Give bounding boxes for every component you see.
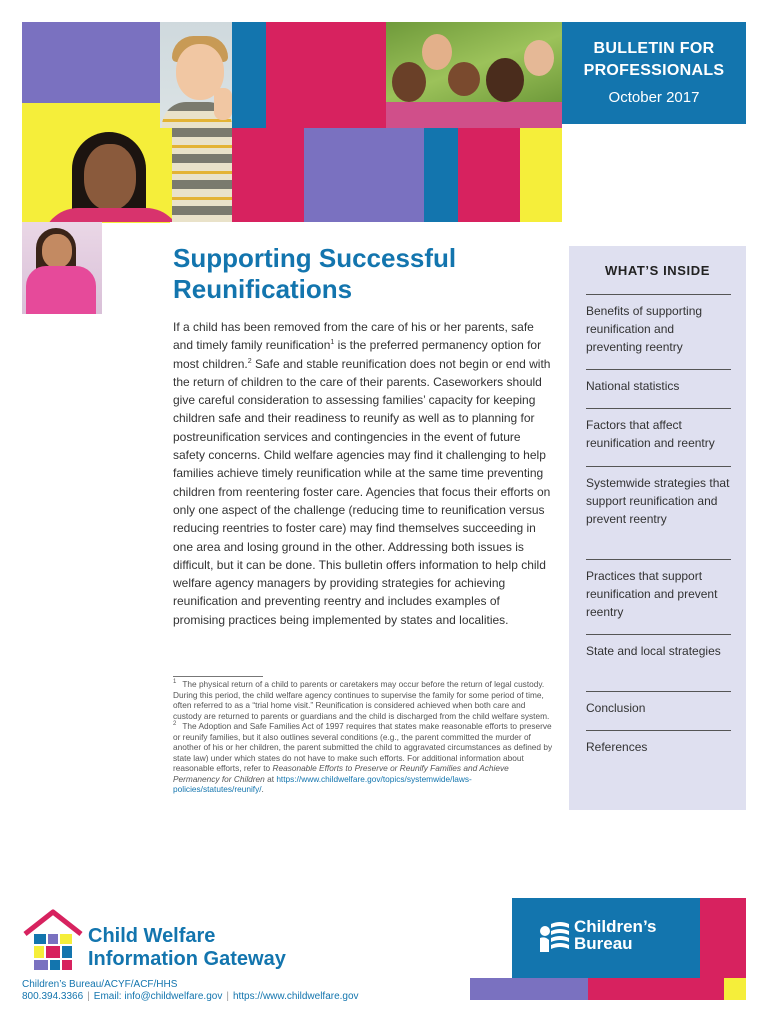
footnote-ref-2[interactable]: 2 — [247, 357, 252, 365]
reunify-statutes-link[interactable]: https://www.childwelfare.gov/topics/systemwide/laws-policies/statutes/reunify/ — [173, 773, 472, 794]
footer-magenta-bar — [588, 978, 724, 1000]
footer-purple-bar — [470, 978, 588, 1000]
bulletin-line1: BULLETIN FOR — [593, 40, 715, 57]
inside-item-practices: Practices that support reunification and prevent reentry — [586, 559, 731, 621]
inside-item-national-statistics: National statistics — [586, 369, 731, 395]
collage-purple-top — [22, 22, 170, 103]
footnote-ref-1[interactable]: 1 — [330, 339, 335, 347]
website-link[interactable]: https://www.childwelfare.gov — [232, 991, 359, 1002]
whats-inside-panel — [569, 246, 746, 810]
childrens-bureau-name: Children’s Bureau — [574, 917, 657, 953]
photo-family — [386, 22, 562, 128]
footnote-divider — [173, 676, 263, 677]
contact-line: 800.394.3366 | Email: info@childwelfare.gov | https://www.childwelfare.gov — [22, 991, 359, 1002]
inside-item-conclusion: Conclusion — [586, 691, 731, 717]
gateway-name-line2: Information Gateway — [88, 948, 286, 970]
inside-item-factors: Factors that affect reunification and reentry — [586, 408, 731, 452]
collage-blue-strip — [232, 22, 266, 128]
footer-yellow-bar — [724, 978, 746, 1000]
page-title: Supporting Successful Reunifications — [173, 243, 457, 304]
collage-purple-mid — [304, 128, 424, 222]
collage-magenta-mid — [458, 128, 520, 222]
footnote-2: $^2$ The Adoption and Safe Families Act of 1997 requires that states make reasonable efforts to preserve or reunify families, but it also outlines several conditions (e.g., the parent committed the murder of another of his or her children, the parent submitted the child to aggravated circumstances as defined by state law) under which states do not have to make such efforts. For additional information about reasonable efforts, refer to Reasonable Efforts to Preserve or Reunify Families and Achieve Permanency for Children at https://www.childwelfare.gov/topics/systemwide/laws-policies/statutes/reunify/. — [173, 721, 553, 794]
childrens-bureau-flag-icon — [536, 918, 570, 954]
phone-number: 800.394.3366 — [22, 991, 84, 1002]
inside-item-systemwide-strategies: Systemwide strategies that support reunification and prevent reentry — [586, 466, 731, 528]
bulletin-line2: PROFESSIONALS — [583, 62, 725, 79]
org-line: Children’s Bureau/ACYF/ACF/HHS — [22, 979, 178, 990]
inside-item-references: References — [586, 730, 731, 756]
collage-blue-mid — [424, 128, 458, 222]
footer-magenta-block — [700, 898, 746, 978]
bulletin-date: October 2017 — [608, 89, 700, 106]
footnote-1: $^1$ The physical return of a child to parents or caretakers may occur before the return of legal custody. During this period, the child welfare agency continues to supervise the family for some period of time, often referred to as a “trial home visit.” Reunification is considered achieved when both care and custody are returned to parents or guardians and the child is discharged from the child welfare system. — [173, 679, 550, 721]
article-body: If a child has been removed from the care of his or her parents, safe and timely family reunification$^1$ is the preferred permanency option for most children.$^2$ Safe and stable reunification does not begin or end with the return of children to the care of their parents. Caseworkers should give careful consideration to assessing families’ capacity for keeping children safe and their readiness to reunify as well as to planning for postreunification services and contingencies in the event of future safety concerns. Child welfare agencies may find it challenging to help families achieve timely reunification while at the same time preventing children from reentering foster care. Agencies that focus their efforts on only one aspect of the challenge (reducing time to reunification versus reducing reentries to foster care) may find themselves succeeding in one area and losing ground in the other. Addressing both issues is difficult, but it can be done. This bulletin offers information to help child welfare agency managers by providing strategies for achieving reunification and preventing reentry and includes examples of promising practices being implemented by states and localities. — [173, 320, 551, 627]
gateway-house-logo — [22, 908, 84, 972]
footnotes — [173, 679, 555, 795]
collage-magenta-top — [266, 22, 386, 128]
collage-magenta-left — [232, 128, 304, 222]
collage-yellow-right — [520, 128, 562, 222]
gateway-name-line1: Child Welfare — [88, 925, 216, 947]
inside-item-benefits: Benefits of supporting reunification and preventing reentry — [586, 294, 731, 356]
photo-girl-smiling — [22, 128, 172, 222]
photo-girl-sitting — [22, 222, 102, 314]
email-label: Email: — [93, 991, 125, 1002]
whats-inside-title: WHAT’S INSIDE — [604, 263, 711, 278]
email-link[interactable]: info@childwelfare.gov — [124, 991, 223, 1002]
bulletin-box — [562, 22, 746, 124]
inside-item-state-local: State and local strategies — [586, 634, 731, 660]
